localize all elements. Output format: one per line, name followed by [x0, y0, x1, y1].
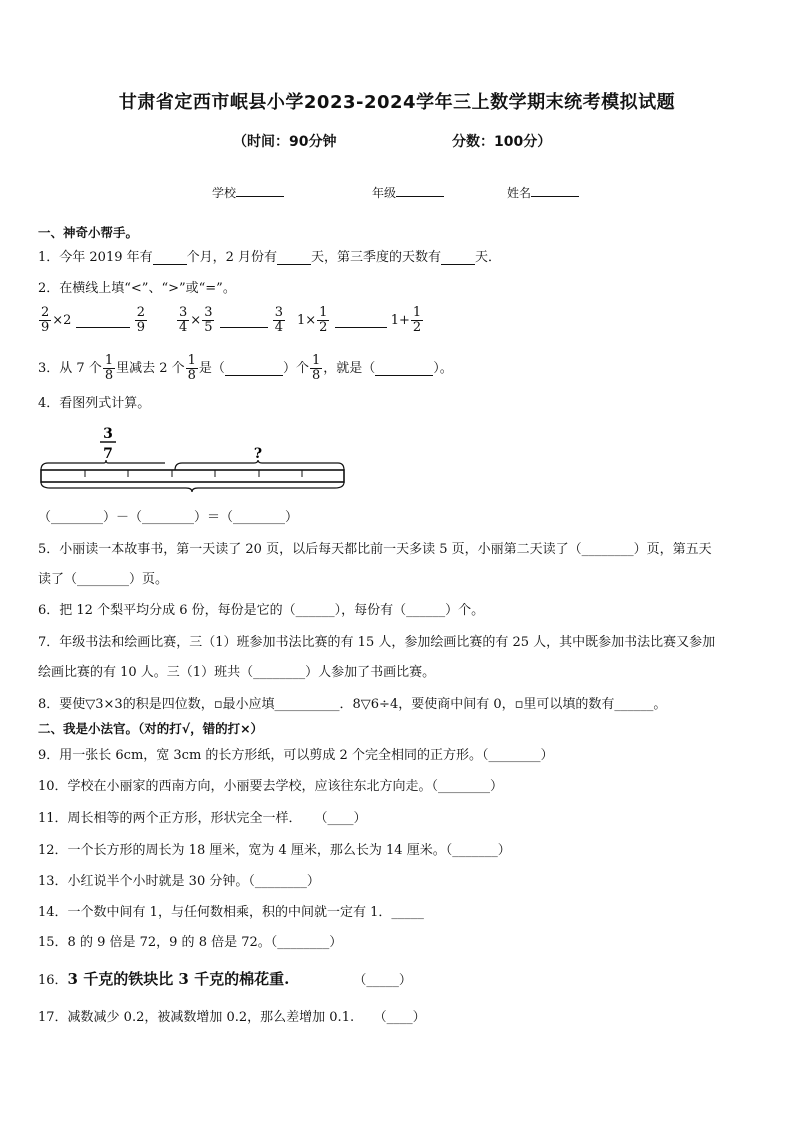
grade-field[interactable]: 年级 [372, 182, 444, 201]
school-field[interactable]: 学校 [212, 182, 284, 201]
question-3: 3．从 7 个 $\frac{1}{8}$ 里减去 2 个 $\frac{1}{8}$ 是（ ）个 $\frac{1}{8}$ ，就是（ ）。 [38, 353, 453, 383]
question-2: 2．在横线上填“<”、“>”或“=”。 [38, 281, 236, 296]
question-7-line-2: 绘画比赛的有 10 人。三（1）班共（________）人参加了书画比赛。 [38, 665, 436, 680]
segment-diagram [38, 422, 348, 494]
question-8: 8．要使▽3×3的积是四位数，▫最小应填__________．8▽6÷4，要使商中间有 0，▫里可以填的数有______。 [38, 697, 667, 712]
section-2-heading: 二、我是小法官。（对的打√，错的打×） [38, 721, 264, 736]
compare-1-blank[interactable] [76, 313, 130, 328]
question-1: 1．今年 2019 年有 个月，2 月份有 天，第三季度的天数有 天． [38, 250, 502, 265]
name-field[interactable]: 姓名 [507, 182, 579, 201]
question-4-equation[interactable]: （________）－（________）＝（________） [38, 510, 299, 525]
question-4: 4．看图列式计算。 [38, 396, 151, 411]
question-12: 12．一个长方形的周长为 18 厘米，宽为 4 厘米，那么长为 14 厘米。（_______） [38, 843, 511, 858]
question-11: 11．周长相等的两个正方形，形状完全一样． （____） [38, 811, 367, 826]
question-13: 13．小红说半个小时就是 30 分钟。（________） [38, 874, 320, 889]
compare-3: 1× $\frac{1}{2}$ 1+ $\frac{1}{2}$ [297, 305, 422, 335]
diagram-bar [41, 470, 344, 482]
question-15: 15．8 的 9 倍是 72，9 的 8 倍是 72。（________） [38, 935, 343, 950]
question-17: 17．减数减少 0.2，被减数增加 0.2，那么差增加 0.1. （____） [38, 1010, 426, 1025]
diagram-fraction-numerator: 3 [103, 426, 113, 442]
score-label: 分数：100分） [452, 134, 552, 150]
compare-2: $\frac{3}{4}$ × $\frac{3}{5}$ $\frac{3}{4}$ [179, 305, 284, 335]
question-10: 10．学校在小丽家的西南方向，小丽要去学校，应该往东北方向走。（________） [38, 779, 504, 794]
diagram-bottom-brace [41, 482, 344, 492]
section-1-heading: 一、神奇小帮手。 [38, 225, 139, 240]
question-9: 9．用一张长 6cm，宽 3cm 的长方形纸，可以剪成 2 个完全相同的正方形。（________） [38, 748, 554, 763]
question-5-line-1: 5．小丽读一本故事书，第一天读了 20 页，以后每天都比前一天多读 5 页，小丽第二天读了（________）页，第五天 [38, 542, 712, 557]
question-14: 14．一个数中间有 1，与任何数相乘，积的中间就一定有 1．_____ [38, 905, 424, 920]
question-7-line-1: 7．年级书法和绘画比赛，三（1）班参加书法比赛的有 15 人，参加绘画比赛的有 25 人，其中既参加书法比赛又参加 [38, 635, 716, 650]
question-5-line-2: 读了（________）页。 [38, 572, 169, 587]
question-6: 6．把 12 个梨平均分成 6 份，每份是它的（______），每份有（______）个。 [38, 603, 485, 618]
compare-3-blank[interactable] [335, 313, 387, 328]
compare-2-blank[interactable] [220, 313, 268, 328]
compare-1: $\frac{2}{9}$ ×2 $\frac{2}{9}$ [41, 305, 146, 335]
diagram-question-mark: ? [253, 446, 263, 462]
time-label: （时间：90分钟 [233, 134, 337, 150]
diagram-fraction-denominator: 7 [103, 446, 113, 462]
question-16: 16．3 千克的铁块比 3 千克的棉花重. （_____） [38, 970, 412, 988]
page-title: 甘肃省定西市岷县小学2023-2024学年三上数学期末统考模拟试题 [118, 92, 676, 113]
